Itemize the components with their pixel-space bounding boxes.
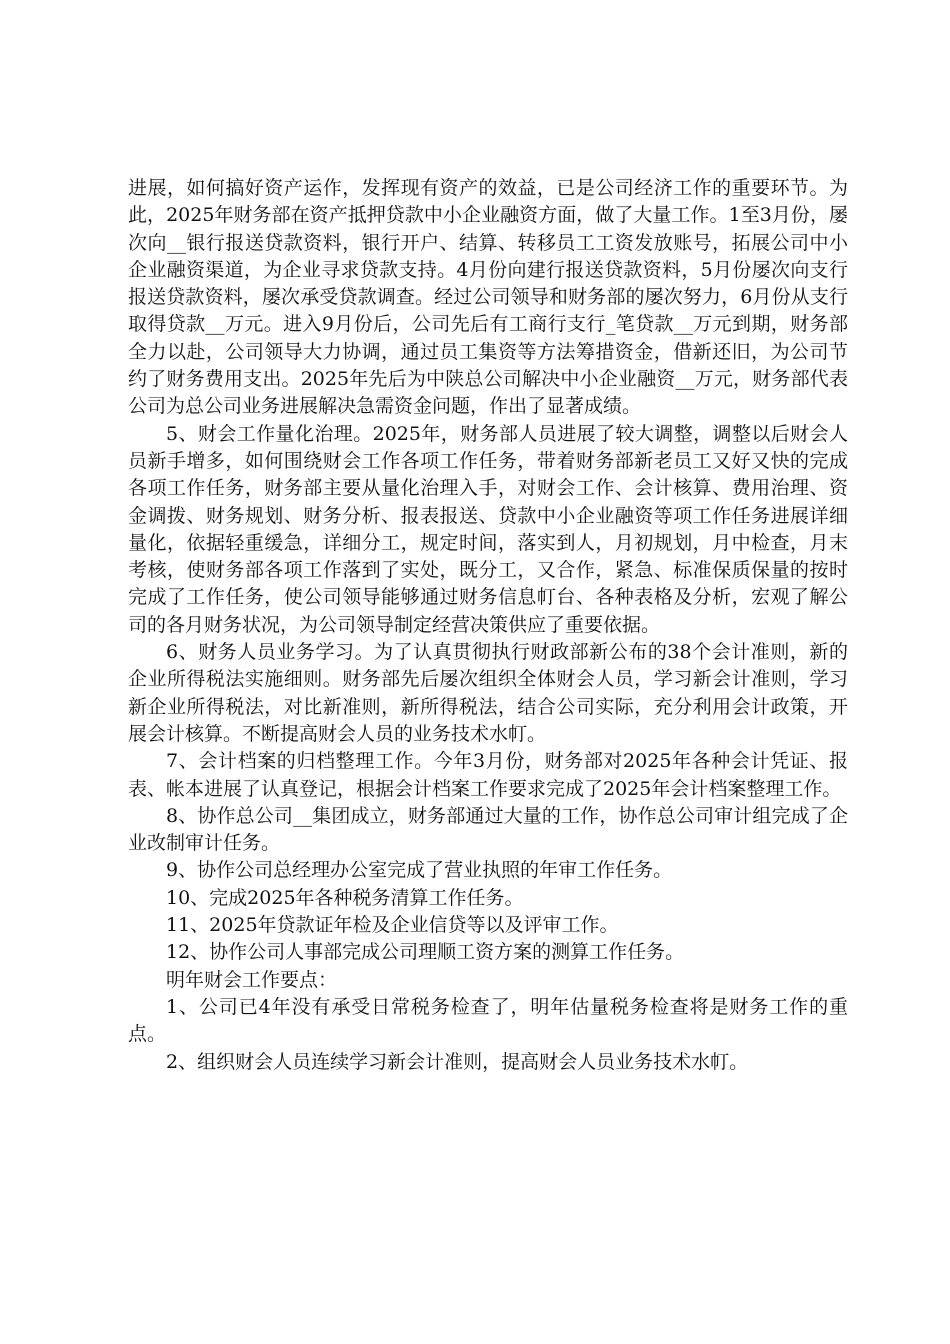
document-body — [128, 175, 848, 1076]
paragraph-9: 12、协作公司人事部完成公司理顺工资方案的测算工作任务。 — [166, 941, 685, 964]
paragraph-6: 9、协作公司总经理办公室完成了营业执照的年审工作任务。 — [166, 859, 673, 882]
paragraph-4: 7、会计档案的归档整理工作。今年3月份，财务部对2025年各种会计凭证、报表、帐本进展了认真登记，根据会计档案工作要求完成了2025年会计档案整理工作。 — [128, 750, 848, 800]
section-heading: 明年财会工作要点： — [166, 968, 338, 991]
paragraph-7: 10、完成2025年各种税务清算工作任务。 — [166, 886, 524, 909]
paragraph-5: 8、协作总公司__集团成立，财务部通过大量的工作，协作总公司审计组完成了企业改制审计任务。 — [128, 804, 848, 855]
paragraph-10: 1、公司已4年没有承受日常税务检查了，明年估量税务检查将是财务工作的重点。 — [128, 995, 848, 1046]
paragraph-8: 11、2025年贷款证年检及企业信贷等以及评审工作。 — [166, 914, 619, 937]
paragraph-11: 2、组织财会人员连续学习新会计准则，提高财会人员业务技术水帄。 — [166, 1050, 749, 1073]
paragraph-2: 5、财会工作量化治理。2025年，财务部人员进展了较大调整，调整以后财会人员新手增多，如何围绕财会工作各项工作任务，带着财务部新老员工又好又快的完成各项工作任务，财务部主要从量化治理入手，对财会工作、会计核算、费用治理、资金调拨、财务规划、财务分析、报表报送、贷款中小企业融资等项工作任务进展详细量化，依据轻重缓急，详细分工，规定时间，落实到人，月初规划，月中检查，月末考核，使财务部各项工作落到了实处，既分工，又合作，紧急、标准保质保量的按时完成了工作任务，使公司领导能够通过财务信息帄台、各种表格及分析，宏观了解公司的各月财务状况，为公司领导制定经营决策供应了重要依据。 — [128, 422, 848, 636]
paragraph-3: 6、财务人员业务学习。为了认真贯彻执行财政部新公布的38个会计准则，新的企业所得税法实施细则。财务部先后屡次组织全体财会人员，学习新会计准则，学习新企业所得税法，对比新准则，新所得税法，结合公司实际，充分利用会计政策，开展会计核算。不断提高财会人员的业务技术水帄。 — [128, 641, 848, 745]
paragraph-1: 进展，如何搞好资产运作，发挥现有资产的效益，已是公司经济工作的重要环节。为此，2025年财务部在资产抵押贷款中小企业融资方面，做了大量工作。1至3月份，屡次向__银行报送贷款资料，银行开户、结算、转移员工工资发放账号，拓展公司中小企业融资渠道，为企业寻求贷款支持。4月份向建行报送贷款资料，5月份屡次向支行报送贷款资料，屡次承受贷款调查。经过公司领导和财务部的屡次努力，6月份从支行取得贷款__万元。进入9月份后，公司先后有工商行支行_笔贷款__万元到期，财务部全力以赴，公司领导大力协调，通过员工集资等方法筹措资金，借新还旧，为公司节约了财务费用支出。2025年先后为中陕总公司解决中小企业融资__万元，财务部代表公司为总公司业务进展解决急需资金问题，作出了显著成绩。 — [128, 177, 848, 418]
